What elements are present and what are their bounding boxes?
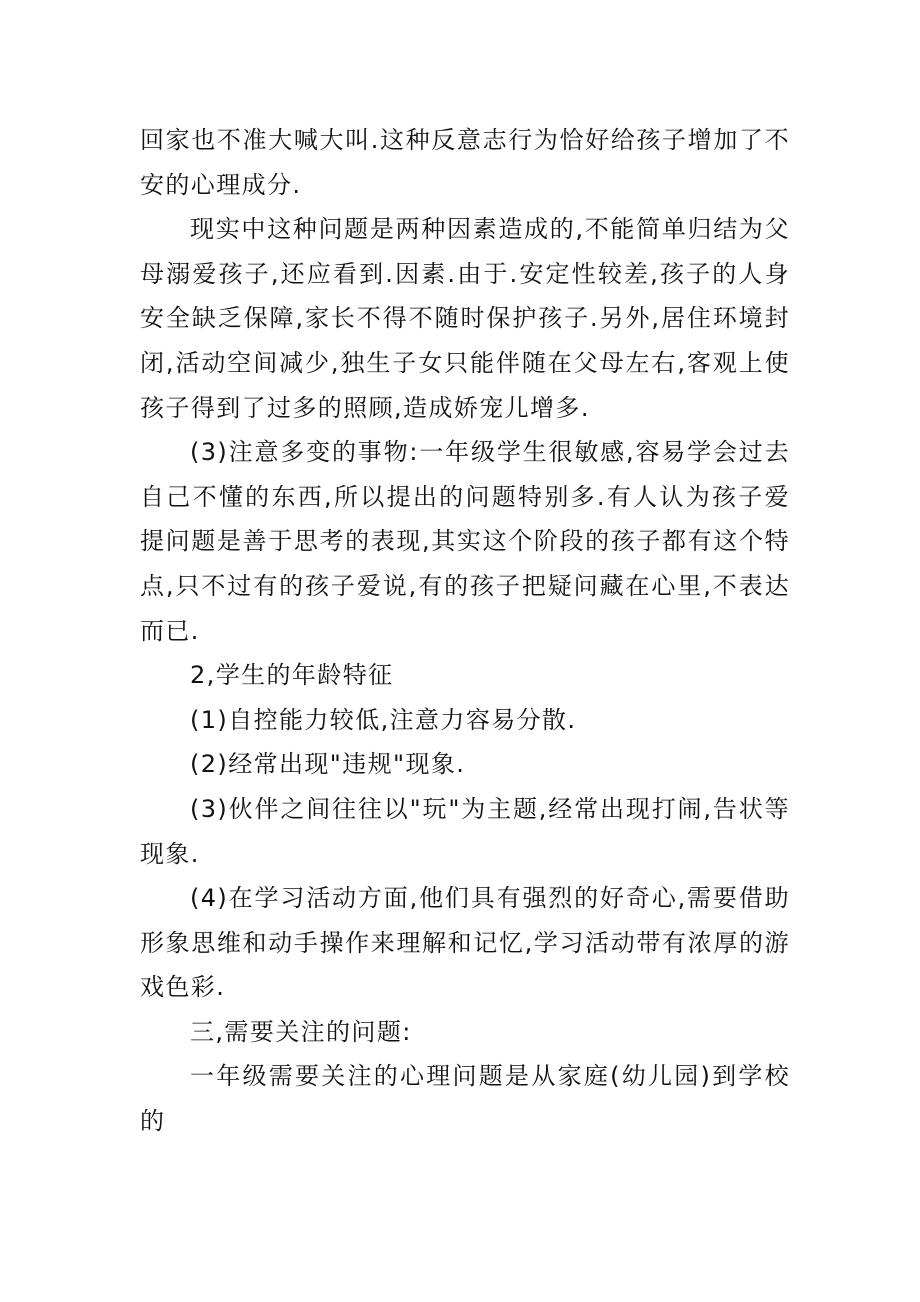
- list-item-4: (4)在学习活动方面,他们具有强烈的好奇心,需要借助形象思维和动手操作来理解和记忆,学习活动带有浓厚的游戏色彩.: [140, 884, 790, 1002]
- paragraph-1: 回家也不准大喊大叫.这种反意志行为恰好给孩子增加了不安的心理成分.: [140, 126, 790, 199]
- list-item-3: (3)伙伴之间往往以"玩"为主题,经常出现打闹,告状等现象.: [140, 794, 790, 868]
- paragraph-last: 一年级需要关注的心理问题是从家庭(幼儿园)到学校的: [140, 1062, 790, 1136]
- paragraph-2: 现实中这种问题是两种因素造成的,不能简单归结为父母溺爱孩子,还应看到.因素.由于.安定性较差,孩子的人身安全缺乏保障,家长不得不随时保护孩子.另外,居住环境封闭,活动空间减少,独生子女只能伴随在父母左右,客观上使孩子得到了过多的照顾,造成娇宠儿增多.: [140, 215, 790, 422]
- list-item-2: (2)经常出现"违规"现象.: [190, 750, 466, 779]
- section-heading-concerns: 三,需要关注的问题:: [190, 1017, 412, 1046]
- list-item-1: (1)自控能力较低,注意力容易分散.: [190, 705, 577, 734]
- section-heading-age-characteristics: 2,学生的年龄特征: [190, 661, 394, 690]
- paragraph-3: (3)注意多变的事物:一年级学生很敏感,容易学会过去自己不懂的东西,所以提出的问题特别多.有人认为孩子爱提问题是善于思考的表现,其实这个阶段的孩子都有这个特点,只不过有的孩子爱说,有的孩子把疑问藏在心里,不表达而已.: [140, 438, 790, 645]
- document-body: [140, 118, 790, 1144]
